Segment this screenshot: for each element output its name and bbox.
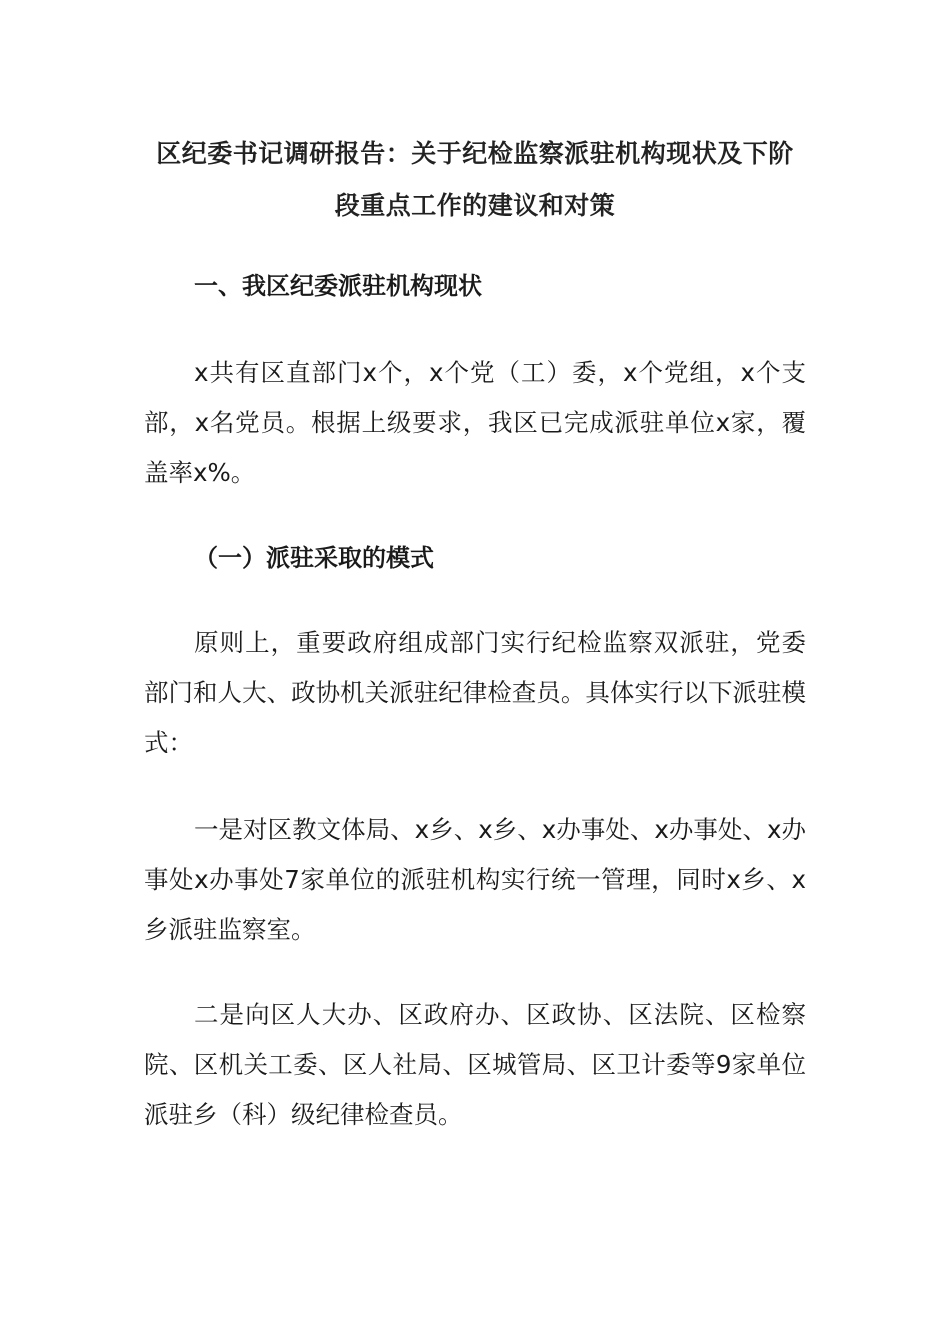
document-title: 区纪委书记调研报告：关于纪检监察派驻机构现状及下阶段重点工作的建议和对策 [156, 139, 794, 220]
paragraph-mode-one: 一是对区教文体局、x乡、x乡、x办事处、x办事处、x办事处x办事处7家单位的派驻机构实行统一管理，同时x乡、x乡派驻监察室。 [144, 815, 806, 944]
paragraph-principle: 原则上，重要政府组成部门实行纪检监察双派驻，党委部门和人大、政协机关派驻纪律检查员。具体实行以下派驻模式： [144, 628, 806, 757]
section-heading-current-status: 一、我区纪委派驻机构现状 [194, 272, 482, 300]
subsection-heading-modes: （一）派驻采取的模式 [194, 544, 434, 572]
paragraph-mode-two: 二是向区人大办、区政府办、区政协、区法院、区检察院、区机关工委、区人社局、区城管局、区卫计委等9家单位派驻乡（科）级纪律检查员。 [144, 1000, 806, 1129]
paragraph-overview: x共有区直部门x个，x个党（工）委，x个党组，x个支部，x名党员。根据上级要求，我区已完成派驻单位x家，覆盖率x%。 [144, 358, 806, 487]
